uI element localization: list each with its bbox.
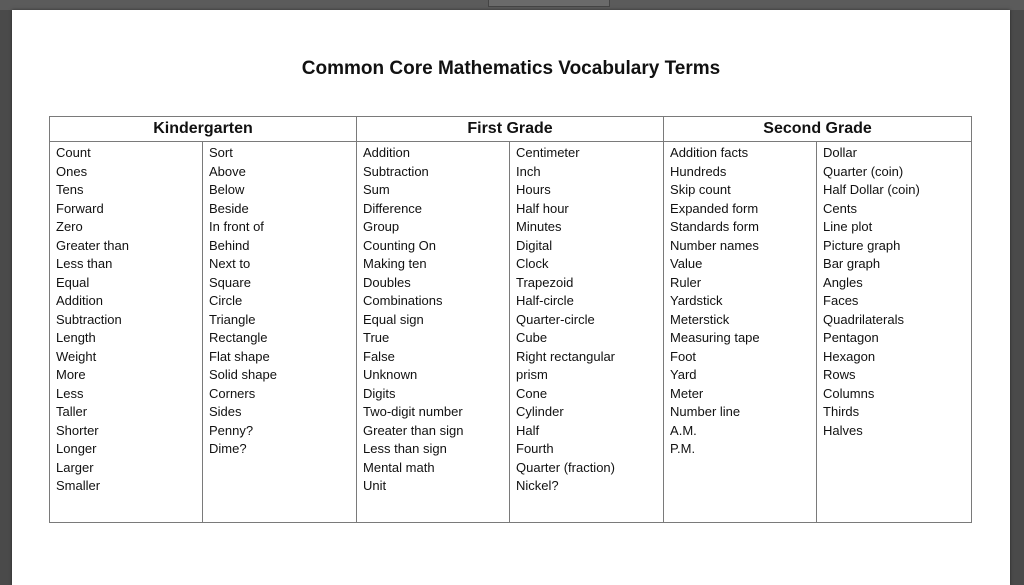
vocab-term: Solid shape xyxy=(209,367,277,382)
vocab-term: Cylinder xyxy=(516,404,564,419)
vocab-term: Addition xyxy=(363,145,410,160)
vocab-term: Foot xyxy=(670,348,697,364)
vocab-term: Centimeter xyxy=(516,145,580,160)
vocab-term: Cube xyxy=(516,330,548,345)
vocab-term: Half hour xyxy=(516,200,569,216)
terms-row xyxy=(50,142,972,523)
viewer-top-bar xyxy=(0,0,1024,10)
vocab-term: More xyxy=(56,367,86,382)
vocab-term: Meter xyxy=(670,385,704,401)
vocab-term: Ruler xyxy=(670,274,702,290)
vocab-term: Quarter (coin) xyxy=(823,163,904,179)
vocab-term: Taller xyxy=(56,404,88,419)
kindergarten-terms-column-2 xyxy=(203,142,357,523)
page-title: Common Core Mathematics Vocabulary Terms xyxy=(301,58,721,79)
vocab-term: Above xyxy=(209,163,246,179)
vocab-term: Halves xyxy=(823,422,863,438)
vocab-term: Nickel? xyxy=(516,478,559,493)
grade-header-kindergarten: Kindergarten xyxy=(50,117,357,142)
vocab-term: Quarter (fraction) xyxy=(516,459,615,475)
vocab-term: Length xyxy=(56,330,96,345)
vocab-term: Zero xyxy=(56,219,83,234)
vocab-term: Number line xyxy=(670,404,741,419)
document-page xyxy=(12,10,1010,585)
second-grade-terms-column-2 xyxy=(817,142,972,523)
vocab-term: Meterstick xyxy=(670,311,730,327)
vocab-term: Value xyxy=(670,256,703,271)
vocab-term: Count xyxy=(56,145,91,160)
vocab-term: Subtraction xyxy=(56,311,122,327)
vocab-term: Pentagon xyxy=(823,330,879,345)
vocab-term: Counting On xyxy=(363,237,437,253)
vocab-term: Making ten xyxy=(363,256,427,271)
vocab-term: Quadrilaterals xyxy=(823,311,904,327)
vocab-term: Below xyxy=(209,182,245,197)
vocab-term: Longer xyxy=(56,441,97,456)
vocab-term: Inch xyxy=(516,163,541,179)
vocab-term: Addition xyxy=(56,293,103,308)
vocab-term: Difference xyxy=(363,200,423,216)
vocab-term: Forward xyxy=(56,200,104,216)
vocab-term: Corners xyxy=(209,385,256,401)
grade-header-first-grade: First Grade xyxy=(357,117,664,142)
vocab-term: Expanded form xyxy=(670,200,759,216)
vocab-term: In front of xyxy=(209,219,264,234)
vocab-term: Trapezoid xyxy=(516,274,574,290)
vocab-term: Rectangle xyxy=(209,330,268,345)
vocab-term: Half-circle xyxy=(516,293,574,308)
vocab-term: Greater than xyxy=(56,237,129,253)
vocab-term: Behind xyxy=(209,237,250,253)
grade-header-row xyxy=(50,117,972,142)
vocab-term: Greater than sign xyxy=(363,422,464,438)
vocab-term: Angles xyxy=(823,274,863,290)
vocab-term: Dime? xyxy=(209,441,247,456)
vocab-term: Weight xyxy=(56,348,97,364)
vocab-term: Larger xyxy=(56,459,94,475)
vocab-term: Group xyxy=(363,219,400,234)
vocab-term: Standards form xyxy=(670,219,759,234)
vocab-term: Half xyxy=(516,422,540,438)
vocab-term: Minutes xyxy=(516,219,562,234)
vocab-term: Skip count xyxy=(670,182,731,197)
grade-header-second-grade: Second Grade xyxy=(664,117,972,142)
vocab-term: Yardstick xyxy=(670,293,723,308)
vocabulary-table xyxy=(49,116,972,523)
vocab-term: Bar graph xyxy=(823,256,881,271)
vocab-term: Unit xyxy=(363,478,387,493)
vocab-term: Hours xyxy=(516,182,551,197)
vocab-term: Fourth xyxy=(516,441,554,456)
vocab-term: Digits xyxy=(363,385,396,401)
second-grade-terms-column-1 xyxy=(664,142,817,523)
vocab-term: Circle xyxy=(209,293,243,308)
vocab-term: Cents xyxy=(823,200,857,216)
vocab-term: Unknown xyxy=(363,367,418,382)
vocab-term: Sides xyxy=(209,404,242,419)
vocab-term: Smaller xyxy=(56,478,101,493)
vocab-term: prism xyxy=(516,367,548,382)
vocab-term: Hundreds xyxy=(670,163,727,179)
vocab-term: Cone xyxy=(516,385,548,401)
vocab-term: Faces xyxy=(823,293,859,308)
vocab-term: Less than sign xyxy=(363,441,447,456)
vocab-term: Clock xyxy=(516,256,549,271)
vocab-term: Half Dollar (coin) xyxy=(823,182,920,197)
vocab-term: Flat shape xyxy=(209,348,270,364)
vocab-term: P.M. xyxy=(670,441,696,456)
vocab-term: Doubles xyxy=(363,274,411,290)
vocab-term: Columns xyxy=(823,385,875,401)
vocab-term: Shorter xyxy=(56,422,99,438)
vocab-term: Equal sign xyxy=(363,311,424,327)
vocab-term: Yard xyxy=(670,367,697,382)
vocab-term: Beside xyxy=(209,200,249,216)
vocab-term: Measuring tape xyxy=(670,330,760,345)
vocab-term: Tens xyxy=(56,182,84,197)
kindergarten-terms-column-1 xyxy=(50,142,203,523)
vocab-term: A.M. xyxy=(670,422,697,438)
vocab-term: Equal xyxy=(56,274,90,290)
vocab-term: Penny? xyxy=(209,422,254,438)
vocab-term: Subtraction xyxy=(363,163,429,179)
vocab-term: Sum xyxy=(363,182,390,197)
vocab-term: Picture graph xyxy=(823,237,901,253)
first-grade-terms-column-2 xyxy=(510,142,664,523)
vocab-term: Mental math xyxy=(363,459,435,475)
vocab-term: Triangle xyxy=(209,311,256,327)
viewer-tab[interactable] xyxy=(488,0,610,7)
vocab-term: Hexagon xyxy=(823,348,876,364)
vocab-term: Rows xyxy=(823,367,856,382)
vocab-term: Next to xyxy=(209,256,251,271)
vocab-term: Quarter-circle xyxy=(516,311,595,327)
vocab-term: False xyxy=(363,348,395,364)
vocab-term: Addition facts xyxy=(670,145,749,160)
vocab-term: True xyxy=(363,330,390,345)
vocab-term: Combinations xyxy=(363,293,443,308)
vocab-term: Less than xyxy=(56,256,113,271)
vocab-term: Less xyxy=(56,385,84,401)
first-grade-terms-column-1 xyxy=(357,142,510,523)
vocab-term: Square xyxy=(209,274,251,290)
vocab-term: Line plot xyxy=(823,219,873,234)
vocab-term: Digital xyxy=(516,237,553,253)
vocab-term: Ones xyxy=(56,163,88,179)
vocab-term: Sort xyxy=(209,145,233,160)
vocab-term: Right rectangular xyxy=(516,348,616,364)
vocab-term: Dollar xyxy=(823,145,857,160)
vocab-term: Number names xyxy=(670,237,759,253)
vocab-term: Two-digit number xyxy=(363,404,463,419)
vocab-term: Thirds xyxy=(823,404,860,419)
